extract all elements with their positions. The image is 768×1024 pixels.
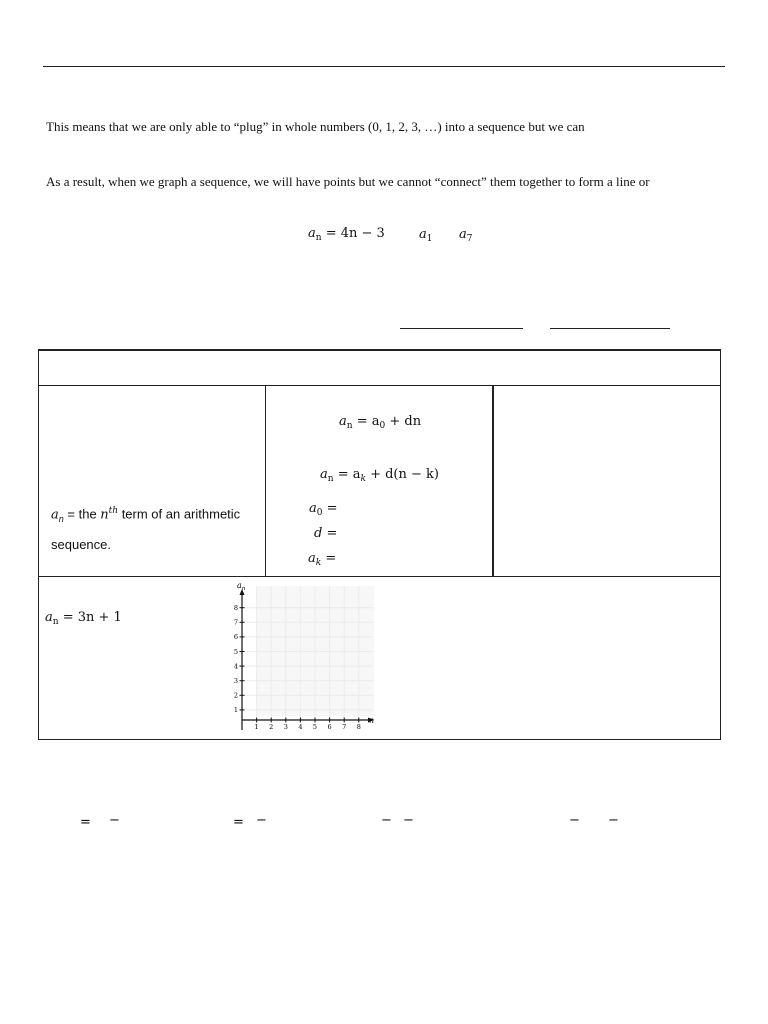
- y-axis-label: $a_n$: [237, 581, 246, 592]
- example-rule: $a_n = 3n + 1$: [45, 610, 122, 627]
- a0-definition: $a_0$ =: [309, 501, 338, 518]
- x-tick-label: 2: [269, 723, 274, 731]
- coordinate-graph[interactable]: [228, 580, 380, 736]
- y-tick-label: 1: [233, 706, 238, 715]
- x-tick-label: 4: [298, 723, 303, 731]
- answer-blank-2[interactable]: [550, 328, 670, 329]
- example-term-a1: $a_1$: [419, 227, 433, 244]
- x-tick-label: 5: [312, 723, 318, 731]
- x-tick-label: 7: [342, 723, 347, 731]
- x-tick-label: 1: [254, 723, 259, 731]
- ak-definition: $a_k$ =: [308, 551, 337, 568]
- y-tick-label: 7: [233, 618, 238, 627]
- y-tick-label: 5: [233, 647, 238, 656]
- y-tick-label: 6: [233, 633, 238, 642]
- table-row-divider: [38, 576, 721, 577]
- example-term-a7: $a_7$: [459, 227, 473, 244]
- explicit-formula: $a_n = a_0$ + dn: [339, 414, 422, 431]
- x-tick-label: 3: [283, 723, 288, 731]
- y-tick-label: 4: [233, 662, 238, 671]
- table-header-divider: [38, 385, 721, 386]
- table-col-divider-1: [265, 385, 266, 576]
- paragraph-whole-numbers: This means that we are only able to “plug” in whole numbers (0, 1, 2, 3, …) into a sequence but we can: [46, 119, 585, 134]
- d-definition: d =: [314, 526, 338, 541]
- bottom-glyph-6: −: [403, 813, 414, 828]
- y-tick-label: 8: [233, 604, 238, 612]
- example-formula: $a_n = 4n - 3$: [308, 226, 385, 243]
- y-tick-label: 3: [233, 677, 238, 685]
- answer-blank-1[interactable]: [400, 328, 523, 329]
- bottom-glyph-2: −: [109, 813, 120, 828]
- x-tick-label: 6: [327, 723, 332, 731]
- y-tick-label: 2: [233, 691, 238, 700]
- bottom-glyph-3: =: [233, 815, 244, 830]
- header-rule: [43, 66, 725, 67]
- x-tick-label: 8: [356, 723, 361, 731]
- general-formula: $a_n = a_k + d(n - k)$: [320, 467, 439, 484]
- bottom-glyph-8: −: [608, 813, 619, 828]
- bottom-glyph-5: −: [381, 813, 392, 828]
- bottom-glyph-7: −: [569, 813, 580, 828]
- x-axis-label: n: [369, 716, 375, 725]
- bottom-glyph-1: =: [80, 815, 91, 830]
- bottom-glyph-4: −: [256, 813, 267, 828]
- paragraph-graph-points: As a result, when we graph a sequence, we will have points but we cannot “connect” them together to form a line or: [46, 174, 650, 189]
- table-col-divider-2: [492, 385, 494, 576]
- definition-text: $a_n$ = the $n^{th}$ term of an arithmetic sequence.: [51, 506, 241, 552]
